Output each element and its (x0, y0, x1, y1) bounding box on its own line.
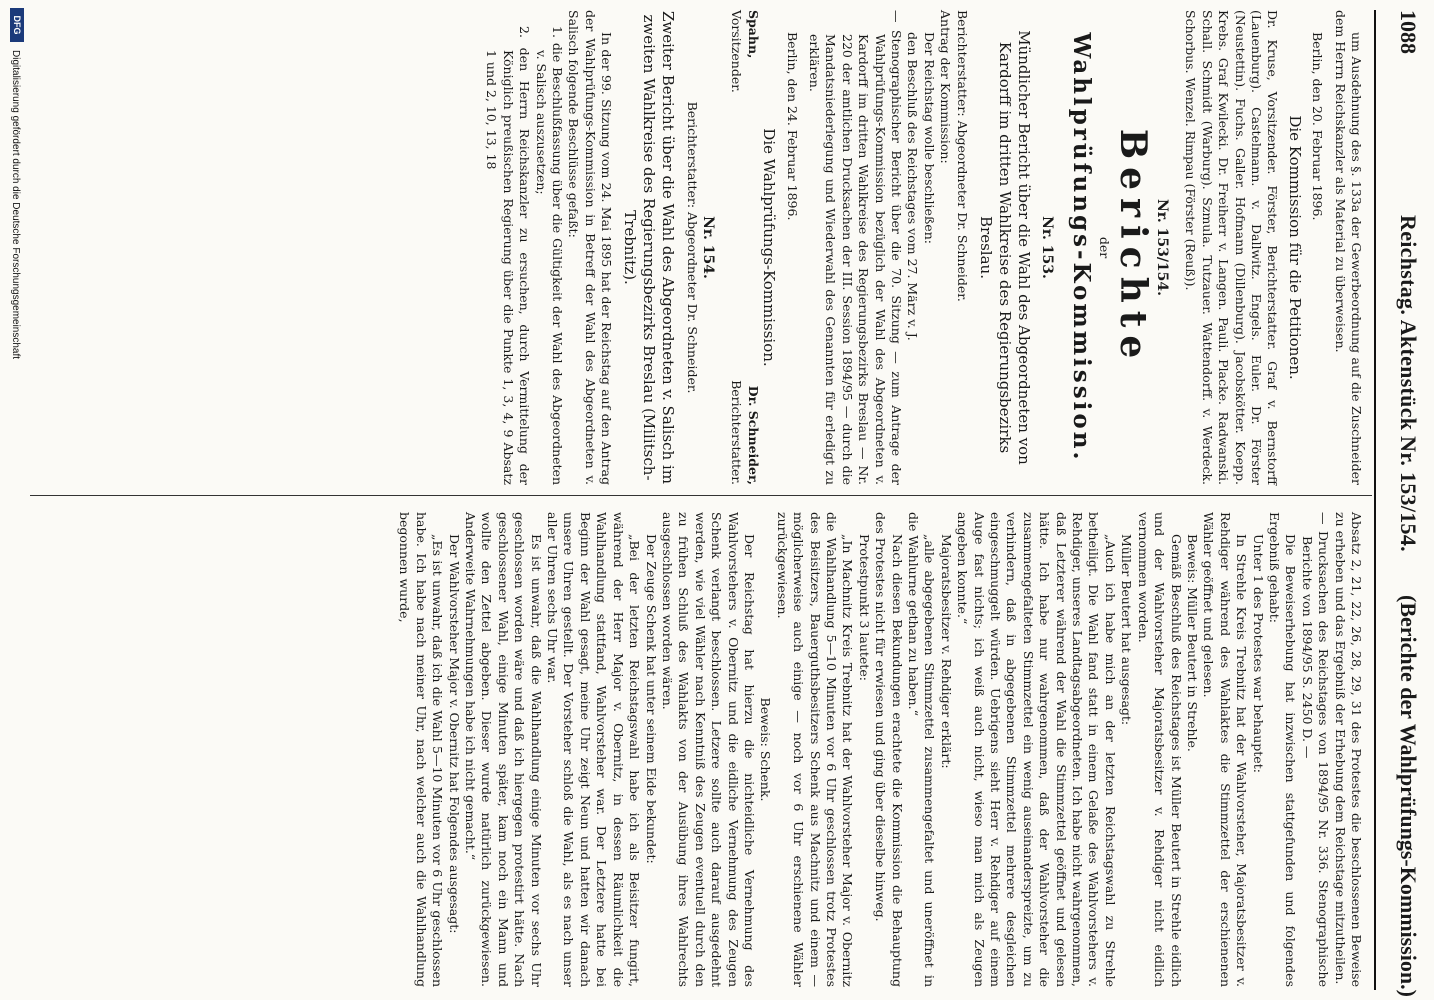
reporter-role: Berichterstatter. (729, 380, 745, 485)
list-item: 1. die Beschlußfassung über die Gültigkeit der Wahl des Abgeordneten v. Salisch auszusetzen; (533, 26, 565, 485)
antrag-label: Antrag der Kommission: (938, 10, 954, 164)
quote: „In Machnitz Kreis Trebnitz hat der Wahlvorsteher Major v. Obernitz die Wahlhandlung 5—10 Minuten vor 6 Uhr geschlossen trotz Protestes des Beisitzers, Bauerguthsbesitzers Schenk aus Machnitz und einem — möglicherweise auch einige — noch vor 6 Uhr erschienene Wähler zurückgewiesen. (774, 512, 856, 987)
signature-block (728, 10, 761, 485)
paragraph: Der Wahlvorsteher Major v. Obernitz hat Folgendes ausgesagt: (446, 534, 462, 934)
reporter-name: Dr. Schneider, (745, 385, 761, 485)
commission-signature: Die Wahlprüfungs-Kommission. (760, 128, 779, 367)
chair-name: Spahn, (745, 10, 761, 59)
dfg-logo: DFG (10, 8, 24, 42)
paragraph: Nach diesen Bekundungen erachtete die Kommission die Behauptung des Protestes nicht für erwiesen und ging über dieselbe hinweg. (873, 512, 905, 987)
paragraph: Protestpunkt 3 lautete: (856, 534, 872, 681)
quote: „Bei der letzten Reichstagswahl habe ich als Beisitzer fungirt, während der Herr Major v. Obernitz, in dessen Räumlichkeit die Wahlhandlung stattfand, Wahlvorsteher war. Der Letztere hatte bei Beginn der Wahl gesagt, meine Uhr zeigt Neun und hatten wir danach unsere Uhren gestellt. Der Vorsteher schloß die Wahl, als es nach unser aller Uhren sechs Uhr war. (545, 512, 643, 987)
paragraph: Der Zeuge Schenk hat unter seinem Eide bekundet: (643, 534, 659, 864)
paragraph: Gemäß Beschluß des Reichstages ist Müller Beutert in Strehle eidlich und der Wahlvorsteher Majoratsbesitzer v. Rehdiger nicht eidlich vernommen worden. (1135, 512, 1184, 987)
paragraph: Müller Beutert hat ausgesagt: (1119, 534, 1135, 726)
quote: Es ist unwahr, daß die Wahlhandlung einige Minuten vor sechs Uhr geschlossen worden wäre und daß ich hiergegen protestirt hätte. Nach geschlossener Wahl, einige Minuten später, kam noch ein Mann und wollte den Zettel abgeben. Dieser wurde natürlich zurückgewiesen. Anderweite Wahrnehmungen habe ich nicht gemacht.“ (463, 512, 544, 987)
left-column (483, 10, 1364, 485)
quote: „alle abgegebenen Stimmzettel zusammengefaltet und uneröffnet in die Wahlurne gethan zu haben.“ (906, 512, 938, 987)
chair-role: Vorsitzender. (729, 10, 745, 93)
report-title-154: Zweiter Bericht über die Wahl des Abgeordneten v. Salisch im zweiten Wahlkreise des Regierungsbezirks Breslau (Militsch-Trebnitz). (621, 10, 678, 485)
section-title: (Berichte der Wahlprüfungs-Kommission.) (1396, 595, 1421, 997)
member-list: Dr. Kruse, Vorsitzender. Förster, Berichterstatter. Graf v. Bernstorff (Lauenburg). Castelmann. v. Dallwitz. Engels. Euler. Dr. Förster (Neustettin). Fuchs. Galler. Hofmann (Dillenburg). Jacobskötter. Koepp. Krebs. Graf Kwilecki. Dr. Freiherr v. Langen. Pauli. Placke. Radwanski. Schall. Schmidt (Warburg). Szmula. Tutzauer. Wattendorff. v. Werdeck. Schorbus. Wenzel. Rimpau (Förster (Reuß)). (1183, 10, 1281, 485)
commission-title: Die Kommission für die Petitionen. (1285, 115, 1304, 380)
reporter-154: Berichterstatter: Abgeordneter Dr. Schneider. (684, 101, 700, 394)
commission-heading: Wahlprüfungs-Kommission. (1068, 32, 1096, 463)
paragraph: Absatz 2, 21, 22, 26, 28, 29, 31 des Protestes die beschlossenen Beweise zu erheben und das Ergebniß der Erhebung dem Reichstage mitzutheilen. (1332, 512, 1364, 987)
quote: „Auch ich habe mich an der letzten Reichstagswahl zu Strehle betheiligt. Die Wahl fand statt in einem Gelaße des Wahlvorstehers v. Rehdiger, unseres Landtagsabgeordneten. Ich habe nicht wahrgenommen, daß Letzterer während der Wahl die Stimmzettel geöffnet und gelesen hätte. Ich habe nur wahrgenommen, daß der Wahlvorsteher die zusammengefalteten Stimmzettel ein wenig auseinanderspreizte, um zu verhindern, daß in abgegebenen Stimmzettel mehrere desgleichen eingeschmuggelt würden. Uebrigens sieht Herr v. Rehdiger auf einem Auge fast nichts; ich weiß auch nicht, wieso man mich als Zeugen angeben konnte.“ (955, 512, 1118, 987)
reporter-signature (728, 380, 761, 485)
der-label: der (1096, 236, 1112, 259)
page-header (1382, 0, 1430, 1000)
page-number: 1088 (1396, 10, 1421, 54)
footer-credit: Digitalisierung gefördert durch die Deutsche Forschungsgemeinschaft (10, 50, 21, 360)
header-rule (1374, 10, 1376, 990)
chair-signature (728, 10, 761, 93)
right-column (396, 512, 1364, 987)
antrag-text: Der Reichstag wolle beschließen: (921, 32, 937, 244)
evidence: Beweis: Schenk. (758, 697, 774, 802)
report-title-153: Mündlicher Bericht über die Wahl des Abgeordneten von Kardorff im dritten Wahlkreise des Regierungsbezirks Breslau. (976, 30, 1033, 465)
date: Berlin, den 20. Februar 1896. (1310, 32, 1326, 221)
list-item: 2. den Herrn Reichskanzler zu ersuchen, durch Vermittelung der Königlich preußischen Regierung über die Punkte 1, 3, 4, 9 Absatz 1 und 2, 10, 13, 18 (484, 26, 533, 485)
column-divider (30, 495, 1372, 496)
running-title: Reichstag. Aktenstück Nr. 153/154. (1396, 215, 1421, 552)
footer (6, 0, 28, 1000)
berichte-heading: Berichte (1111, 128, 1154, 367)
number-heading: Nr. 153/154. (1153, 198, 1170, 297)
number-154: Nr. 154. (700, 216, 717, 279)
paragraph: Unter 1 des Protestes war behauptet: (1250, 534, 1266, 773)
paragraph: um Ausdehnung des §. 133a der Gewerbeordnung auf die Zuschneider dem Herrn Reichskanzler als Material zu überweisen. (1332, 10, 1364, 485)
paragraph: Der Reichstag hat hierzu die nichteidliche Vernehmung des Wahlvorstehers v. Obernitz und die eidliche Vernehmung des Zeugen Schenk verlangt beschlossen. Letzere sollte auch darauf ausgedehnt werden, wie viel Wähler nach Kenntniß des Zeugen eventuell durch den zu frühen Schluß des Wahlakts von der Ausübung ihres Wahlrechts ausgeschlossen worden wären. (659, 512, 757, 987)
antrag-item: — Stenographischer Bericht über die 70. Sitzung — zum Antrage der Wahlprüfungs-Kommission bezüglich der Wahl des Abgeordneten v. Kardorff im dritten Wahlkreise des Regierungsbezirks Breslau — Nr. 220 der amtlichen Drucksachen der III. Session 1894/95 — durch die Mandatsniederlegung und Wiederwahl des Genannten für erledigt zu erklären. (807, 10, 905, 485)
quote: „Es ist unwahr, daß ich die Wahl 5—10 Minuten vor 6 Uhr geschlossen habe. Ich habe nach meiner Uhr, nach welcher auch die Wahlhandlung begonnen wurde, (397, 512, 446, 987)
paragraph: Majoratsbesitzer v. Rehdiger erklärt: (938, 534, 954, 769)
evidence: Beweis: Müller Beutert in Strehle. (1184, 534, 1200, 752)
drucksachen-ref: — Drucksachen des Reichstages von 1894/95 Nr. 336. Stenographische Berichte von 1894/95 S. 2450 D. — (1299, 512, 1332, 987)
date: Berlin, den 24. Februar 1896. (784, 32, 800, 221)
antrag-ref: den Beschluß des Reichstages vom 27. März v. J. (905, 32, 921, 341)
quote: In Strehle Kreis Trebnitz hat der Wahlvorsteher, Majoratsbesitzer v. Rehdiger während des Wahlaktes die Stimmzettel der erschienenen Wähler geöffnet und gelesen. (1201, 512, 1250, 987)
reporter-153: Berichterstatter: Abgeordneter Dr. Schneider. (954, 10, 970, 302)
paragraph: Die Beweiserhebung hat inzwischen stattgefunden und folgendes Ergebniß gehabt: (1266, 512, 1299, 987)
paragraph: In der 99. Sitzung vom 24. Mai 1895 hat der Reichstag auf den Antrag der Wahlprüfungs-Kommission in Betreff der Wahl des Abgeordneten v. Salisch folgende Beschlüsse gefaßt: (566, 10, 615, 485)
number-153: Nr. 153. (1039, 216, 1056, 279)
